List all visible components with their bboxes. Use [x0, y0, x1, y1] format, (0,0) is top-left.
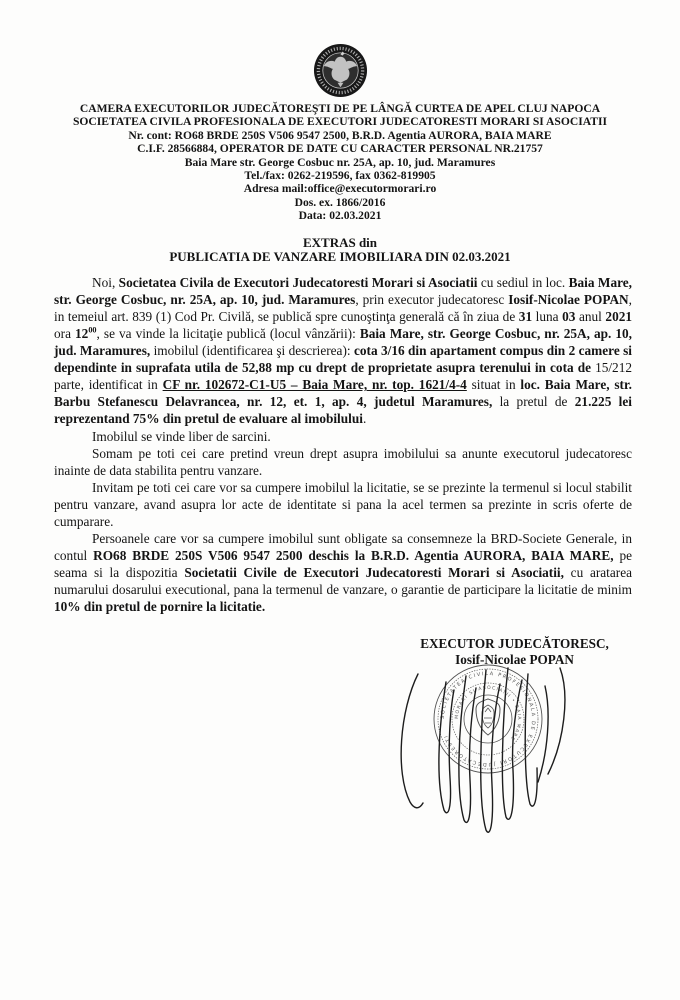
title-line2: PUBLICATIA DE VANZARE IMOBILIARA DIN 02.03.2021	[169, 249, 511, 265]
paragraph-summons: Somam pe toti cei care pretind vreun drept asupra imobilului sa anunte executorul judecatoresc inainte de data stabilita pentru vanzare.	[54, 445, 632, 478]
signature-name: Iosif-Nicolae POPAN	[455, 652, 574, 668]
stamp-and-signature	[388, 650, 626, 855]
paragraph-invitation: Invitam pe toti cei care vor sa cumpere imobilul la licitatie, se se prezinte la termenul si locul stabilit pentru vanzare, avand asupra lor acte de identitate si pana la acel termen sa prezinte in scris oferte de cumparare.	[54, 479, 632, 529]
coat-of-arms-seal-icon	[312, 42, 369, 99]
signature-role: EXECUTOR JUDECĂTORESC,	[420, 635, 609, 651]
coat-of-arms-emblem	[0, 0, 680, 98]
signature-scrawl	[401, 668, 565, 832]
header-phone-line: Tel./fax: 0262-219596, fax 0362-819905	[244, 169, 436, 183]
letterhead	[0, 102, 680, 223]
header-date-line: Data: 02.03.2021	[298, 209, 382, 223]
stamp-outer-ring-text: SOCIETATEA CIVILA PROFESIONALA DE EXECUTORI JUDECATORESTI	[439, 670, 537, 768]
paragraph-intro: Noi, Societatea Civila de Executori Judecatoresti Morari si Asociatii cu sediul in loc. Baia Mare, str. George Cosbuc, nr. 25A, ap. 10, jud. Maramures, prin executor judecatoresc Iosif-Nicolae POPAN, in temeiul art. 839 (1) Cod Pr. Civilă, se publică spre cunoştinţa generală că în ziua de 31 luna 03 anul 2021 ora $12^{00}$, se va vinde la licitaţie publică (locul vânzării): Baia Mare, str. George Cosbuc, nr. 25A, ap. 10, jud. Maramures, imobilul (identificarea şi descrierea): cota 3/16 din apartament compus din 2 camere si dependinte in suprafata utila de 52,88 mp cu drept de proprietate asupra terenului in cota de 15/212 parte, identificat in CF nr. 102672-C1-U5 – Baia Mare, nr. top. 1621/4-4 situat in loc. Baia Mare, str. Barbu Stefanescu Delavrancea, nr. 12, et. 1, ap. 4, judetul Maramures, la pretul de 21.225 lei reprezentand 75% din pretul de evaluare al imobilului.	[54, 274, 633, 427]
paragraph-free-of-encumbrances: Imobilul se vinde liber de sarcini.	[92, 428, 271, 444]
round-stamp-icon	[388, 650, 626, 855]
document-title	[0, 236, 680, 265]
paragraph-deposit-requirement: Persoanele care vor sa cumpere imobilul sunt obligate sa consemneze la BRD-Societe Generale, in contul RO68 BRDE 250S V506 9547 2500 deschis la B.R.D. Agentia AURORA, BAIA MARE, pe seama si la dispozitia Societatii Civile de Executori Judecatoresti Morari si Asociatii, cu aratarea numarului dosarului executional, pana la termenul de vanzare, o garantie de participare la licitatie de minim 10% din pretul de pornire la licitatie.	[54, 531, 633, 615]
header-email-line: Adresa mail:office@executormorari.ro	[243, 182, 437, 196]
header-cif-line: C.I.F. 28566884, OPERATOR DE DATE CU CARACTER PERSONAL NR.21757	[137, 142, 543, 156]
document-body	[54, 274, 632, 616]
header-dossier-line: Dos. ex. 1866/2016	[294, 195, 386, 209]
header-account-line: Nr. cont: RO68 BRDE 250S V506 9547 2500, B.R.D. Agentia AURORA, BAIA MARE	[128, 128, 552, 142]
header-org-line1: CAMERA EXECUTORILOR JUDECĂTOREŞTI DE PE LÂNGĂ CURTEA DE APEL CLUJ NAPOCA	[79, 102, 601, 115]
header-org-line2: SOCIETATEA CIVILA PROFESIONALA DE EXECUTORI JUDECATORESTI MORARI SI ASOCIATII	[72, 115, 608, 129]
title-line1: EXTRAS din	[302, 234, 378, 250]
header-address-line: Baia Mare str. George Cosbuc nr. 25A, ap. 10, jud. Maramures	[184, 155, 496, 169]
svg-text:SOCIETATEA CIVILA PROFESIONALA	[440, 671, 536, 767]
stamp-inner-ring-text: MORARI SI ASOCIATII • BAIA MARE	[454, 685, 522, 742]
